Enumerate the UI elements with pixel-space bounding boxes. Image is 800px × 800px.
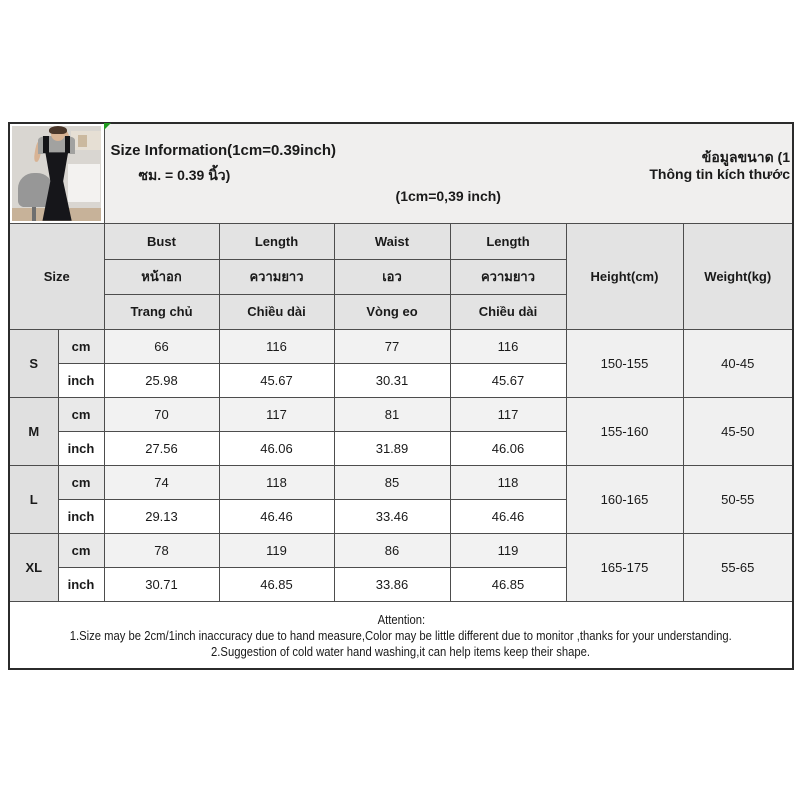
cell-weight-range: 45-50 bbox=[683, 397, 793, 465]
cell-weight-range: 50-55 bbox=[683, 465, 793, 533]
size-label-l: L bbox=[9, 465, 58, 533]
col-header-length-thai: ความยาว bbox=[219, 259, 334, 294]
cell-value: 46.06 bbox=[450, 431, 566, 465]
banner-cell bbox=[104, 123, 793, 223]
col-header-waist-vi: Vòng eo bbox=[334, 294, 450, 329]
banner-row bbox=[9, 123, 793, 223]
table-row bbox=[9, 329, 793, 363]
cell-height-range: 155-160 bbox=[566, 397, 683, 465]
cell-height-range: 165-175 bbox=[566, 533, 683, 601]
cell-value: 30.71 bbox=[104, 567, 219, 601]
banner-title: Size Information(1cm=0.39inch) bbox=[110, 142, 336, 159]
unit-cm: cm bbox=[58, 397, 104, 431]
cell-value: 46.46 bbox=[219, 499, 334, 533]
size-header: Size bbox=[9, 223, 104, 329]
cell-value: 45.67 bbox=[219, 363, 334, 397]
unit-inch: inch bbox=[58, 431, 104, 465]
cell-height-range: 150-155 bbox=[566, 329, 683, 397]
col-header-length2-thai: ความยาว bbox=[450, 259, 566, 294]
header-row-en bbox=[9, 223, 793, 259]
col-header-length: Length bbox=[219, 223, 334, 259]
cell-value: 117 bbox=[219, 397, 334, 431]
cell-value: 86 bbox=[334, 533, 450, 567]
banner-subtitle-thai: ซม. = 0.39 นิ้ว) bbox=[138, 167, 231, 183]
photo-dress-strap bbox=[65, 136, 70, 153]
col-header-length-vi: Chiều dài bbox=[219, 294, 334, 329]
col-header-waist: Waist bbox=[334, 223, 450, 259]
banner-conversion-note: (1cm=0,39 inch) bbox=[395, 188, 501, 204]
col-header-height: Height(cm) bbox=[566, 223, 683, 329]
col-header-length2: Length bbox=[450, 223, 566, 259]
cell-value: 66 bbox=[104, 329, 219, 363]
cell-height-range: 160-165 bbox=[566, 465, 683, 533]
col-header-weight: Weight(kg) bbox=[683, 223, 793, 329]
cell-value: 81 bbox=[334, 397, 450, 431]
cell-value: 29.13 bbox=[104, 499, 219, 533]
attention-note-1: 1.Size may be 2cm/1inch inaccuracy due to hand measure,Color may be little different due to monitor ,thanks for your understanding. bbox=[69, 628, 733, 643]
cell-value: 30.31 bbox=[334, 363, 450, 397]
unit-cm: cm bbox=[58, 533, 104, 567]
cell-value: 118 bbox=[450, 465, 566, 499]
cell-value: 46.46 bbox=[450, 499, 566, 533]
cell-value: 31.89 bbox=[334, 431, 450, 465]
unit-inch: inch bbox=[58, 363, 104, 397]
cell-value: 46.85 bbox=[219, 567, 334, 601]
photo-chair-leg bbox=[32, 207, 36, 220]
banner-title-vietnamese: Thông tin kích thước bbox=[649, 166, 790, 182]
banner-title-thai: ข้อมูลขนาด (1 bbox=[701, 149, 790, 165]
col-header-bust: Bust bbox=[104, 223, 219, 259]
table-row bbox=[9, 533, 793, 567]
cell-value: 117 bbox=[450, 397, 566, 431]
cell-value: 116 bbox=[219, 329, 334, 363]
cell-value: 46.06 bbox=[219, 431, 334, 465]
attention-row bbox=[9, 601, 793, 669]
unit-cm: cm bbox=[58, 329, 104, 363]
photo-cabinet bbox=[68, 164, 100, 202]
photo-woman-hair bbox=[49, 126, 67, 135]
col-header-waist-thai: เอว bbox=[334, 259, 450, 294]
photo-shelf-item bbox=[78, 135, 87, 146]
cell-value: 116 bbox=[450, 329, 566, 363]
attention-note-2: 2.Suggestion of cold water hand washing,it can help items keep their shape. bbox=[211, 644, 591, 659]
cell-value: 46.85 bbox=[450, 567, 566, 601]
cell-value: 27.56 bbox=[104, 431, 219, 465]
unit-inch: inch bbox=[58, 567, 104, 601]
product-photo bbox=[12, 126, 101, 221]
cell-value: 78 bbox=[104, 533, 219, 567]
cell-value: 45.67 bbox=[450, 363, 566, 397]
size-chart-table bbox=[8, 122, 794, 670]
size-label-xl: XL bbox=[9, 533, 58, 601]
cell-value: 119 bbox=[450, 533, 566, 567]
cell-comment-marker bbox=[104, 123, 111, 130]
cell-value: 74 bbox=[104, 465, 219, 499]
cell-value: 33.86 bbox=[334, 567, 450, 601]
cell-value: 25.98 bbox=[104, 363, 219, 397]
cell-value: 70 bbox=[104, 397, 219, 431]
attention-title: Attention: bbox=[377, 612, 425, 627]
cell-value: 119 bbox=[219, 533, 334, 567]
attention-cell bbox=[9, 601, 793, 669]
cell-value: 118 bbox=[219, 465, 334, 499]
unit-inch: inch bbox=[58, 499, 104, 533]
col-header-bust-thai: หน้าอก bbox=[104, 259, 219, 294]
size-label-s: S bbox=[9, 329, 58, 397]
cell-value: 33.46 bbox=[334, 499, 450, 533]
table-row bbox=[9, 465, 793, 499]
cell-value: 85 bbox=[334, 465, 450, 499]
cell-weight-range: 55-65 bbox=[683, 533, 793, 601]
unit-cm: cm bbox=[58, 465, 104, 499]
size-label-m: M bbox=[9, 397, 58, 465]
photo-dress-strap bbox=[43, 136, 48, 153]
col-header-length2-vi: Chiều dài bbox=[450, 294, 566, 329]
product-photo-cell bbox=[9, 123, 104, 223]
table-row bbox=[9, 397, 793, 431]
cell-weight-range: 40-45 bbox=[683, 329, 793, 397]
col-header-bust-vi: Trang chủ bbox=[104, 294, 219, 329]
cell-value: 77 bbox=[334, 329, 450, 363]
